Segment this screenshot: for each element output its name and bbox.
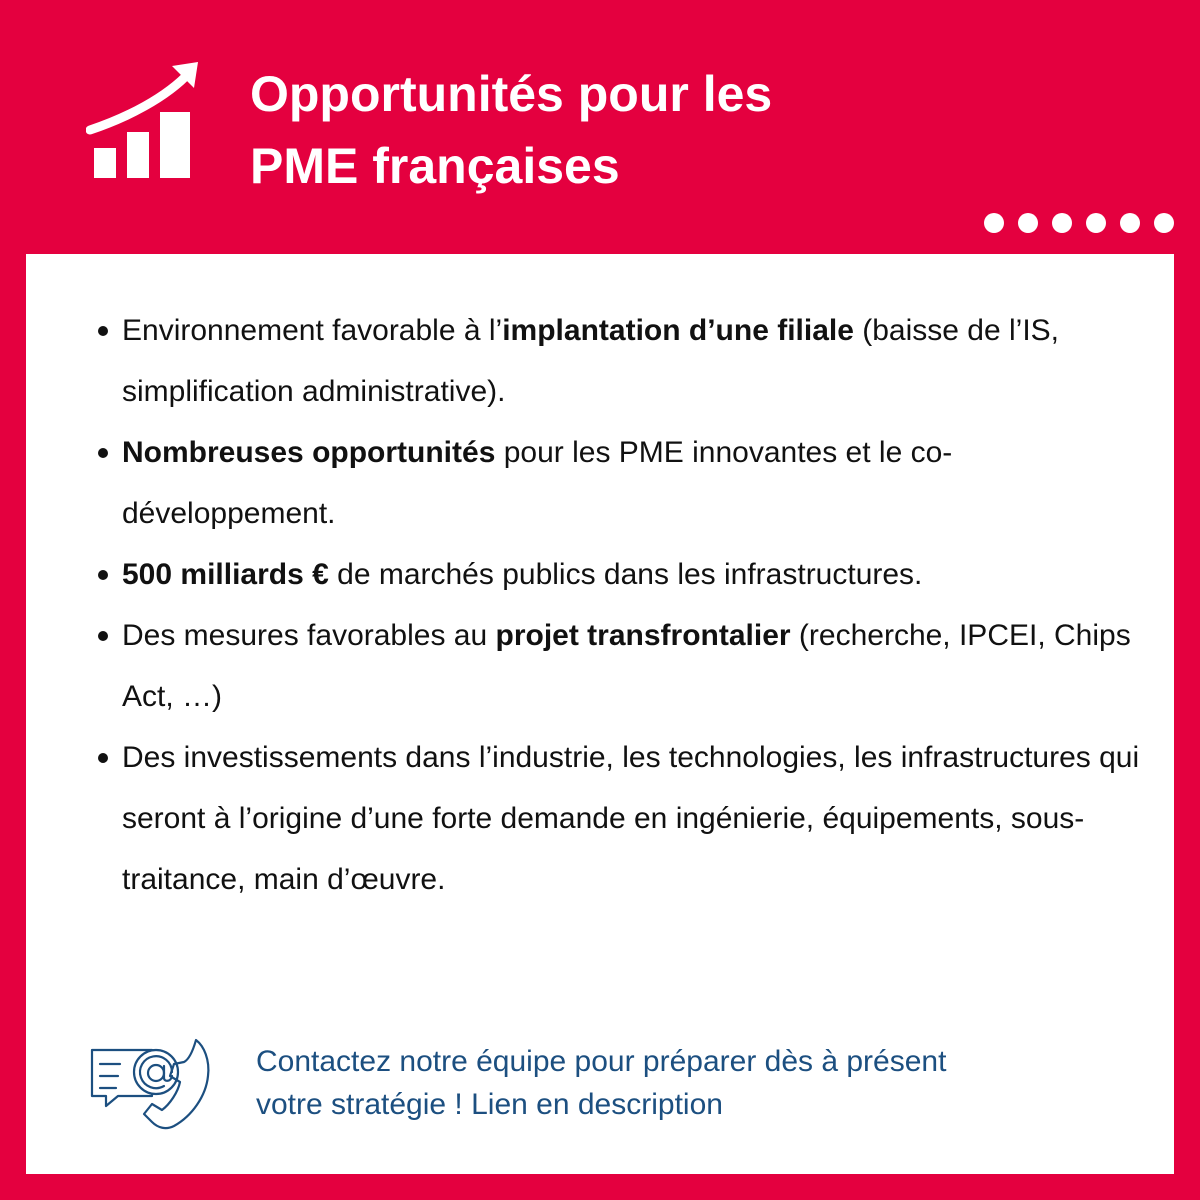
bullet-text: Des mesures favorables au: [122, 619, 496, 652]
bullet-item: [122, 300, 1142, 422]
page-dot: [1154, 213, 1174, 233]
bullet-text: (baisse de l’IS, simplification administrative).: [122, 314, 1060, 408]
bullet-text: Environnement favorable à l’: [122, 314, 503, 347]
bullet-text: pour les PME innovantes et le co-développement.: [122, 436, 953, 530]
bullet-emphasis: 500 milliards €: [122, 558, 329, 591]
bullet-text: (recherche, IPCEI, Chips Act, …): [122, 619, 1131, 713]
page-dot: [1120, 213, 1140, 233]
page-dot: [1086, 213, 1106, 233]
page-title: [250, 58, 1150, 202]
contact-message-phone-icon: [88, 1032, 218, 1132]
content-card: [26, 254, 1174, 1174]
contact-call-to-action: [256, 1040, 1136, 1126]
page-dot: [984, 213, 1004, 233]
bullet-item: [122, 727, 1142, 910]
title-line-2: PME françaises: [250, 138, 620, 194]
bullet-emphasis: Nombreuses opportunités: [122, 436, 496, 469]
bullet-emphasis: implantation d’une filiale: [502, 314, 854, 347]
bullet-item: [122, 605, 1142, 727]
page-dot: [1018, 213, 1038, 233]
bullet-text: Des investissements dans l’industrie, les technologies, les infrastructures qui seront à l’origine d’une forte demande en ingénierie, équipements, sous-traitance, main d’œuvre.: [122, 741, 1140, 896]
title-line-1: Opportunités pour les: [250, 66, 773, 122]
bullet-list: [122, 300, 1142, 910]
page-dot: [1052, 213, 1072, 233]
bullet-item: [122, 544, 1142, 605]
contact-line-1: Contactez notre équipe pour préparer dès à présent: [256, 1045, 947, 1078]
page-indicator-dots: [984, 213, 1174, 233]
contact-line-2: votre stratégie ! Lien en description: [256, 1088, 723, 1121]
growth-chart-icon: [86, 60, 202, 182]
bullet-emphasis: projet transfrontalier: [495, 619, 791, 652]
bullet-item: [122, 422, 1142, 544]
bullet-text: de marchés publics dans les infrastructures.: [328, 558, 923, 591]
